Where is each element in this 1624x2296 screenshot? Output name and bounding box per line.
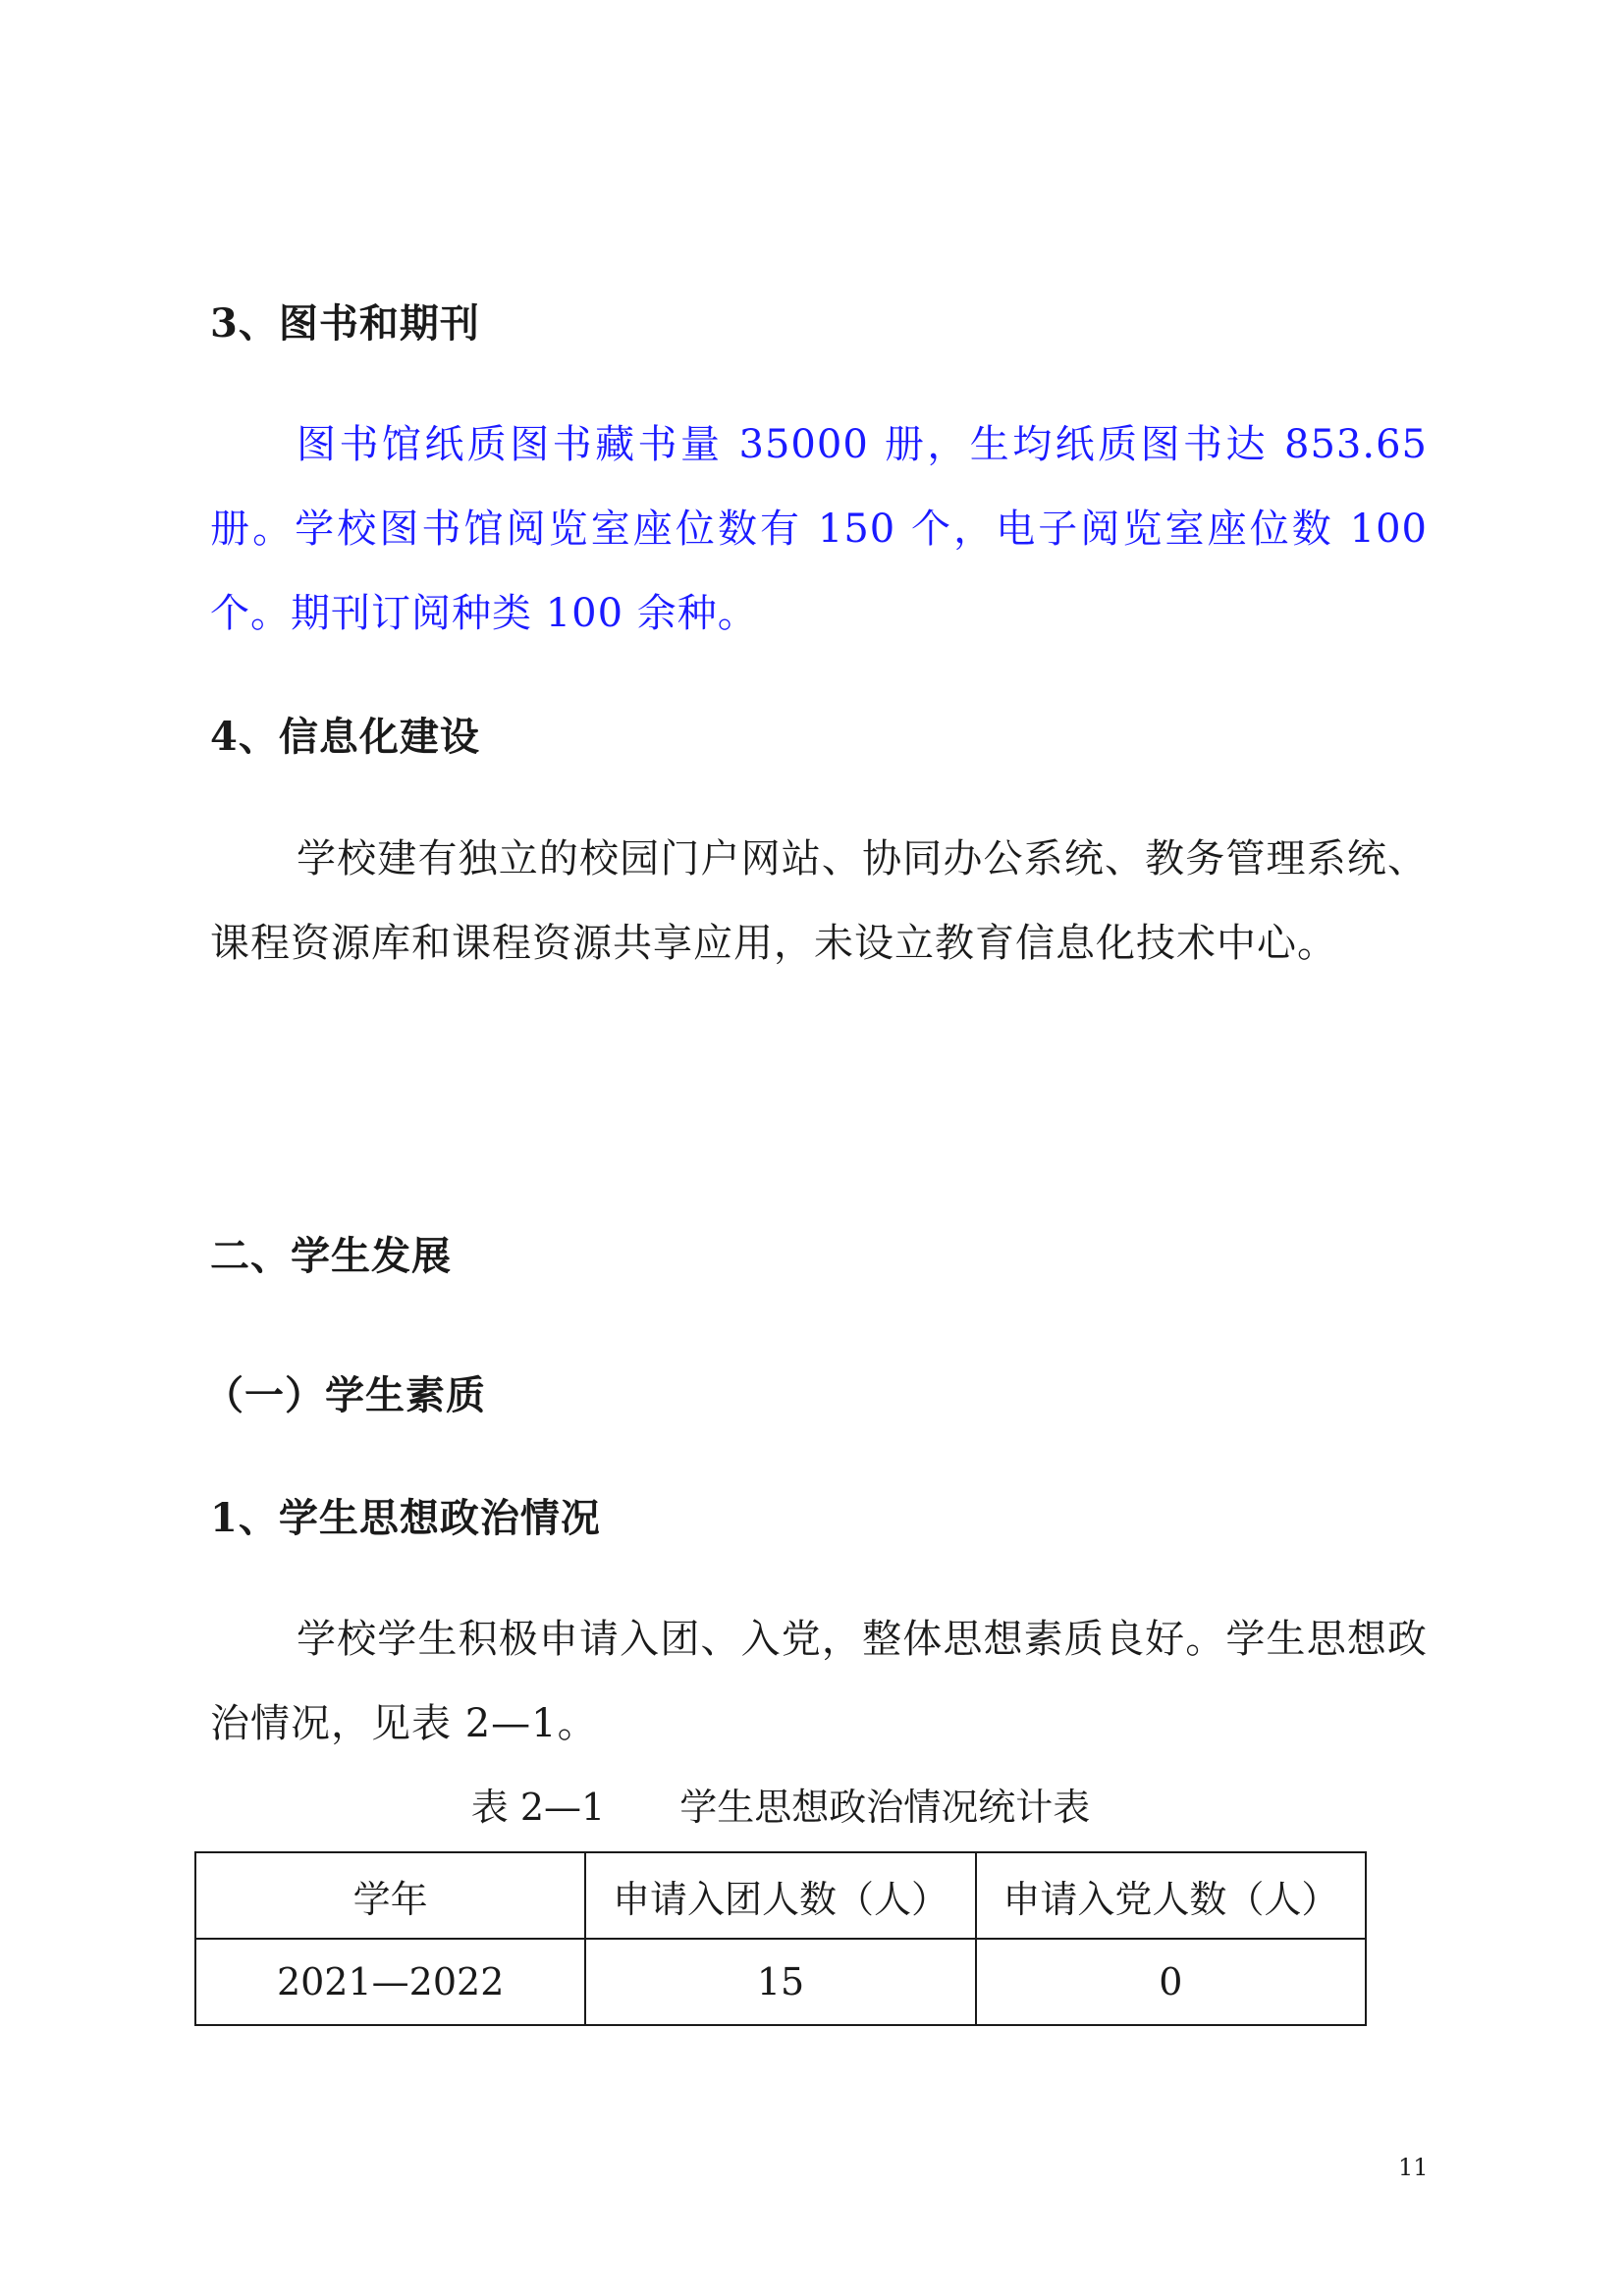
section-heading-books: 3、图书和期刊 [210, 300, 480, 347]
cell-party-applicants: 0 [976, 1939, 1366, 2025]
table-caption: 表 2—1 学生思想政治情况统计表 [470, 1786, 1091, 1829]
header-cell-party-applicants: 申请入党人数（人） [976, 1852, 1366, 1939]
books-paragraph-text: 图书馆纸质图书藏书量 35000 册，生均纸质图书达 853.65 册。学校图书馆阅览室座位数有 150 个，电子阅览室座位数 100 个。期刊订阅种类 100 余种。 [210, 422, 1428, 636]
cell-year: 2021—2022 [195, 1939, 585, 2025]
cell-league-applicants: 15 [585, 1939, 975, 2025]
paragraph-books [210, 402, 1428, 656]
section-heading-politics: 1、学生思想政治情况 [210, 1495, 601, 1541]
table-row [195, 1939, 1366, 2025]
sub-heading-student-quality: （一）学生素质 [204, 1372, 486, 1418]
paragraph-it: 学校建有独立的校园门户网站、协同办公系统、教务管理系统、课程资源库和课程资源共享应用，未设立教育信息化技术中心。 [210, 836, 1428, 966]
section-heading-it: 4、信息化建设 [210, 714, 480, 760]
student-politics-table [194, 1851, 1367, 2026]
table-header-row [195, 1852, 1366, 1939]
page-number: 11 [1398, 2154, 1429, 2181]
header-cell-league-applicants: 申请入团人数（人） [585, 1852, 975, 1939]
chapter-heading-student-development: 二、学生发展 [210, 1233, 452, 1279]
paragraph-politics: 学校学生积极申请入团、入党，整体思想素质良好。学生思想政治情况，见表 2—1。 [210, 1617, 1428, 1746]
header-cell-year: 学年 [195, 1852, 585, 1939]
